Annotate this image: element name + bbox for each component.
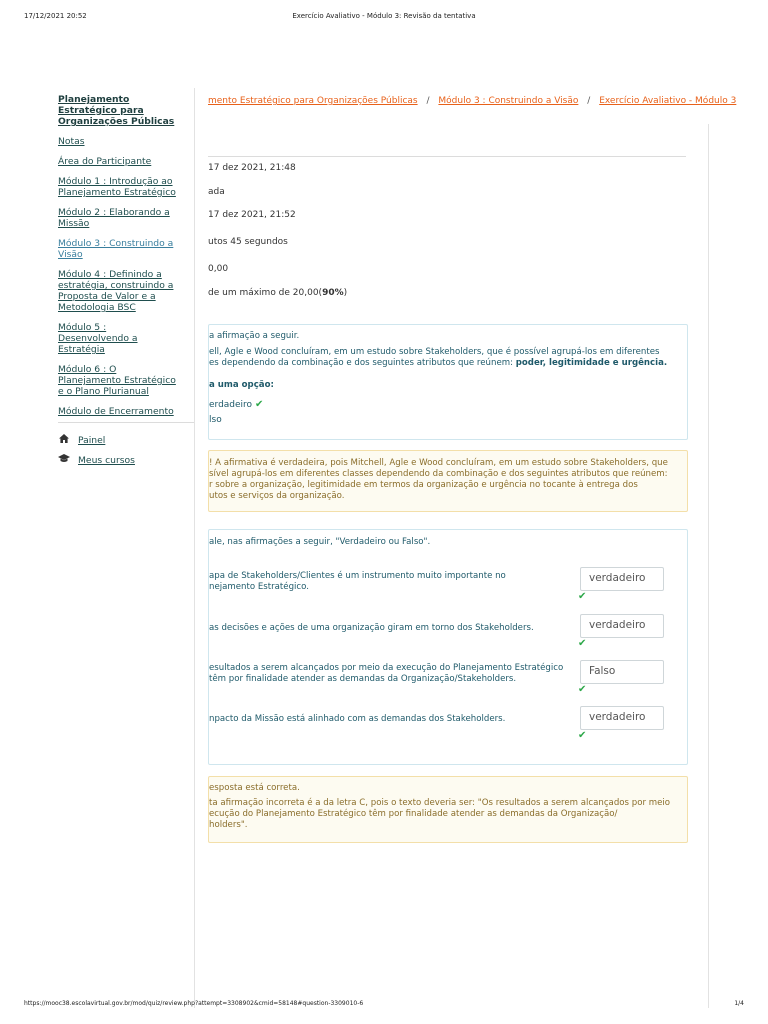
- breadcrumb-divider: [208, 156, 686, 157]
- breadcrumb-quiz[interactable]: Exercício Avaliativo - Módulo 3: [599, 96, 737, 106]
- question-1-prompt: a afirmação a seguir.: [209, 331, 300, 341]
- option-verdadeiro[interactable]: [209, 399, 263, 410]
- summary-time: utos 45 segundos: [208, 237, 288, 247]
- feedback-2-line: ecução do Planejamento Estratégico têm por finalidade atender as demandas da Organização/: [209, 809, 618, 819]
- feedback-2-line: esposta está correta.: [209, 783, 300, 793]
- print-datetime: 17/12/2021 20:52: [24, 12, 87, 20]
- feedback-1-line: r sobre a organização, legitimidade em termos da organização e urgência no tocante à entrega dos: [209, 480, 638, 490]
- statement-1-line2: nejamento Estratégico.: [209, 581, 309, 592]
- breadcrumb-course[interactable]: mento Estratégico para Organizações Públicas: [208, 96, 418, 106]
- sidebar-item-notas[interactable]: Notas: [58, 136, 85, 147]
- option-falso-label: lso: [209, 415, 222, 425]
- content-right-border: [708, 124, 709, 1008]
- question-2: [208, 529, 688, 765]
- check-icon: ✔: [578, 730, 587, 741]
- statement-4-line1: npacto da Missão está alinhado com as demandas dos Stakeholders.: [209, 714, 506, 724]
- feedback-1-line: ! A afirmativa é verdadeira, pois Mitchell, Agle e Wood concluíram, em um estudo sobre Stakeholders, que: [209, 458, 668, 468]
- summary-grade: [208, 288, 347, 298]
- statement-row-4: [209, 714, 569, 725]
- statement-2-line1: as decisões e ações de uma organização giram em torno dos Stakeholders.: [209, 623, 534, 633]
- check-icon: ✔: [578, 684, 587, 695]
- statement-row-2: [209, 623, 569, 634]
- course-navigation: [58, 94, 178, 426]
- grade-prefix: de um máximo de 20,00(: [208, 288, 323, 298]
- question-1-choose: a uma opção:: [209, 380, 274, 390]
- sidebar-item-modulo-6[interactable]: Módulo 6 : O Planejamento Estratégico e o Plano Plurianual: [58, 364, 176, 397]
- answer-select-3[interactable]: Falso: [580, 660, 664, 684]
- print-title: Exercício Avaliativo - Módulo 3: Revisão da tentativa: [292, 12, 476, 20]
- breadcrumb-separator: /: [426, 96, 430, 106]
- answer-select-2[interactable]: verdadeiro: [580, 614, 664, 638]
- answer-select-4[interactable]: verdadeiro: [580, 706, 664, 730]
- feedback-1: [208, 450, 688, 512]
- answer-select-1[interactable]: verdadeiro: [580, 567, 664, 591]
- question-1: [208, 324, 688, 440]
- summary-state: ada: [208, 187, 225, 197]
- nav-item-meus-cursos[interactable]: [58, 454, 135, 466]
- breadcrumb-separator: /: [587, 96, 591, 106]
- feedback-2-line: ta afirmação incorreta é a da letra C, pois o texto deveria ser: "Os resultados a serem alcançados por meio: [209, 798, 671, 808]
- question-1-text: ell, Agle e Wood concluíram, em um estudo sobre Stakeholders, que é possível agrupá-los em diferentes: [209, 347, 660, 357]
- summary-started: 17 dez 2021, 21:48: [208, 163, 296, 173]
- question-1-text-2: [209, 358, 667, 369]
- check-icon: ✔: [578, 638, 587, 649]
- sidebar-item-modulo-4[interactable]: Módulo 4 : Definindo a estratégia, construindo a Proposta de Valor e a Metodologia BSC: [58, 269, 174, 313]
- sidebar-border: [194, 88, 195, 1008]
- print-page-number: 1/4: [734, 1000, 744, 1007]
- feedback-1-line: utos e serviços da organização.: [209, 491, 345, 501]
- sidebar-item-modulo-3[interactable]: Módulo 3 : Construindo a Visão: [58, 238, 174, 260]
- feedback-2: [208, 776, 688, 843]
- sidebar-divider: [58, 422, 194, 423]
- statement-3-line1: esultados a serem alcançados por meio da execução do Planejamento Estratégico: [209, 663, 564, 673]
- sidebar-item-modulo-1[interactable]: Módulo 1 : Introdução ao Planejamento Estratégico: [58, 176, 176, 198]
- grade-percent: 90%: [322, 288, 344, 298]
- nav-label-meus-cursos: Meus cursos: [78, 454, 135, 466]
- main-navigation: [58, 434, 135, 474]
- sidebar-item-encerramento[interactable]: Módulo de Encerramento: [58, 406, 174, 417]
- statement-1-line1: apa de Stakeholders/Clientes é um instrumento muito importante no: [209, 571, 506, 581]
- sidebar-item-area-participante[interactable]: Área do Participante: [58, 156, 152, 167]
- feedback-2-line: holders".: [209, 820, 248, 830]
- sidebar-item-modulo-5[interactable]: Módulo 5 : Desenvolvendo a Estratégia: [58, 322, 138, 355]
- check-icon: ✔: [578, 591, 587, 602]
- check-icon: ✔: [254, 399, 264, 410]
- nav-item-painel[interactable]: [58, 434, 135, 446]
- sidebar-item-modulo-2[interactable]: Módulo 2 : Elaborando a Missão: [58, 207, 170, 229]
- question-1-bold: poder, legitimidade e urgência.: [515, 358, 668, 368]
- sidebar-course-link[interactable]: Planejamento Estratégico para Organizações Públicas: [58, 94, 175, 127]
- option-falso[interactable]: [209, 415, 222, 425]
- statement-row-1: [209, 571, 569, 592]
- option-verdadeiro-label: erdadeiro: [209, 400, 253, 410]
- nav-label-painel: Painel: [78, 434, 106, 446]
- summary-completed: 17 dez 2021, 21:52: [208, 210, 296, 220]
- breadcrumb-module[interactable]: Módulo 3 : Construindo a Visão: [438, 96, 579, 106]
- home-icon: [58, 434, 70, 446]
- summary-marks: 0,00: [208, 264, 229, 274]
- print-header: [24, 12, 744, 24]
- feedback-1-line: sível agrupá-los em diferentes classes dependendo da combinação e dos seguintes atributos que reúnem:: [209, 469, 668, 479]
- print-url: https://mooc38.escolavirtual.gov.br/mod/quiz/review.php?attempt=3308902&cmid=58148#question-3309010-6: [24, 1000, 364, 1007]
- question-1-text-line2: es dependendo da combinação e dos seguintes atributos que reúnem:: [209, 358, 516, 368]
- grade-suffix: ): [343, 288, 348, 298]
- breadcrumb: [208, 96, 736, 106]
- statement-row-3: [209, 663, 569, 684]
- statement-3-line2: têm por finalidade atender as demandas da Organização/Stakeholders.: [209, 673, 517, 684]
- print-footer: [24, 1000, 744, 1012]
- graduation-cap-icon: [58, 454, 70, 466]
- question-2-prompt: ale, nas afirmações a seguir, "Verdadeiro ou Falso".: [209, 537, 431, 547]
